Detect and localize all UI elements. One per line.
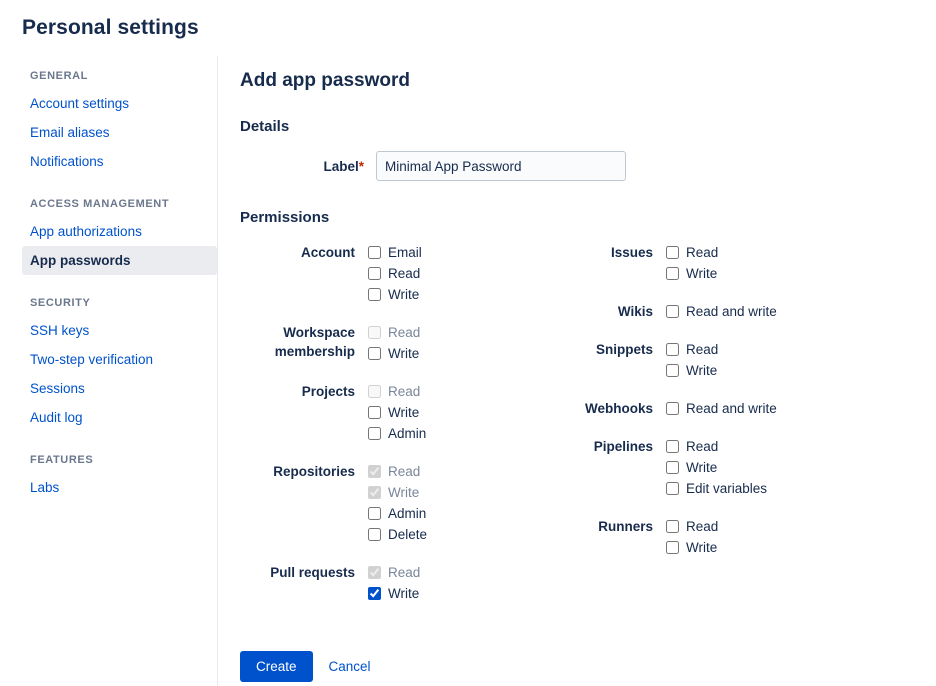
page-layout bbox=[0, 56, 936, 686]
checkbox-repositories-admin[interactable] bbox=[368, 507, 381, 520]
checkbox-account-write[interactable] bbox=[368, 288, 381, 301]
permission-option bbox=[368, 343, 526, 364]
checkbox-label-repositories-read: Read bbox=[388, 463, 421, 479]
permission-group-label: Pipelines bbox=[593, 439, 653, 454]
sidebar-item-sessions[interactable]: Sessions bbox=[30, 381, 85, 396]
permission-group bbox=[526, 398, 826, 419]
checkbox-snippets-write[interactable] bbox=[666, 364, 679, 377]
permission-option bbox=[368, 242, 526, 263]
permission-group-label: Projects bbox=[301, 384, 355, 399]
main-content bbox=[218, 56, 936, 682]
permissions-section-title: Permissions bbox=[240, 209, 330, 226]
permission-option bbox=[368, 381, 526, 402]
permission-option bbox=[666, 457, 826, 478]
permission-group-label: Webhooks bbox=[584, 401, 653, 416]
sidebar-section bbox=[22, 70, 217, 176]
checkbox-label-projects-admin[interactable]: Admin bbox=[388, 425, 427, 441]
required-marker: * bbox=[358, 158, 364, 174]
checkbox-label-workspace-membership-read: Read bbox=[388, 324, 421, 340]
checkbox-label-repositories-delete[interactable]: Delete bbox=[388, 526, 428, 542]
checkbox-issues-read[interactable] bbox=[666, 246, 679, 259]
permission-option bbox=[368, 562, 526, 583]
permission-group bbox=[240, 562, 526, 604]
checkbox-projects-read bbox=[368, 385, 381, 398]
checkbox-label-projects-read: Read bbox=[388, 383, 421, 399]
sidebar-item-email-aliases[interactable]: Email aliases bbox=[30, 125, 110, 140]
permission-options bbox=[666, 516, 826, 558]
sidebar-section-label: SECURITY bbox=[30, 297, 91, 309]
permission-group bbox=[240, 461, 526, 545]
permission-options bbox=[368, 242, 526, 305]
checkbox-label-issues-read[interactable]: Read bbox=[686, 244, 719, 260]
sidebar-item-notifications[interactable]: Notifications bbox=[30, 154, 104, 169]
sidebar-item-two-step-verification[interactable]: Two-step verification bbox=[30, 352, 154, 367]
sidebar-section-label: GENERAL bbox=[30, 70, 88, 82]
label-field-label-text: Label bbox=[323, 158, 359, 174]
checkbox-label-pull-requests-write[interactable]: Write bbox=[388, 585, 420, 601]
permission-group-label: Runners bbox=[598, 519, 653, 534]
permission-option bbox=[666, 242, 826, 263]
permission-options bbox=[666, 436, 826, 499]
checkbox-label-issues-write[interactable]: Write bbox=[686, 265, 718, 281]
main-heading: Add app password bbox=[240, 70, 410, 91]
checkbox-workspace-membership-read bbox=[368, 326, 381, 339]
details-section-title: Details bbox=[240, 118, 290, 135]
checkbox-label-snippets-write[interactable]: Write bbox=[686, 362, 718, 378]
checkbox-account-read[interactable] bbox=[368, 267, 381, 280]
sidebar-section-label: FEATURES bbox=[30, 454, 94, 466]
checkbox-label-account-write[interactable]: Write bbox=[388, 286, 420, 302]
permission-group-label: Pull requests bbox=[270, 565, 355, 580]
permission-group bbox=[526, 436, 826, 499]
permission-option bbox=[368, 524, 526, 545]
sidebar-item-app-passwords[interactable]: App passwords bbox=[22, 246, 217, 275]
permission-options bbox=[666, 339, 826, 381]
permission-options bbox=[666, 242, 826, 284]
permission-option bbox=[368, 583, 526, 604]
form-actions bbox=[240, 651, 936, 682]
sidebar-item-audit-log[interactable]: Audit log bbox=[30, 410, 83, 425]
permission-group bbox=[240, 242, 526, 305]
permission-group bbox=[526, 242, 826, 284]
permission-group-label: Account bbox=[301, 245, 355, 260]
permission-option bbox=[666, 436, 826, 457]
checkbox-pipelines-edit-variables[interactable] bbox=[666, 482, 679, 495]
permission-option bbox=[368, 503, 526, 524]
checkbox-label-projects-write[interactable]: Write bbox=[388, 404, 420, 420]
sidebar-item-labs[interactable]: Labs bbox=[30, 480, 60, 495]
permission-group-label: Workspace membership bbox=[274, 325, 355, 359]
sidebar-item-ssh-keys[interactable]: SSH keys bbox=[30, 323, 90, 338]
create-button[interactable]: Create bbox=[240, 651, 313, 682]
checkbox-wikis-read-and-write[interactable] bbox=[666, 305, 679, 318]
permission-group bbox=[526, 516, 826, 558]
label-input[interactable] bbox=[376, 151, 626, 181]
permission-group bbox=[240, 322, 526, 364]
permission-option bbox=[368, 263, 526, 284]
permission-option bbox=[666, 537, 826, 558]
permission-option bbox=[368, 284, 526, 305]
permission-option bbox=[666, 360, 826, 381]
checkbox-label-repositories-admin[interactable]: Admin bbox=[388, 505, 427, 521]
permission-option bbox=[666, 339, 826, 360]
label-field-label bbox=[240, 159, 376, 174]
permission-group bbox=[526, 339, 826, 381]
permission-options bbox=[666, 398, 826, 419]
permission-option bbox=[368, 322, 526, 343]
permission-options bbox=[666, 301, 826, 322]
checkbox-pipelines-read[interactable] bbox=[666, 440, 679, 453]
sidebar-section-label: ACCESS MANAGEMENT bbox=[30, 198, 170, 210]
checkbox-label-snippets-read[interactable]: Read bbox=[686, 341, 719, 357]
checkbox-runners-read[interactable] bbox=[666, 520, 679, 533]
checkbox-label-runners-read[interactable]: Read bbox=[686, 518, 719, 534]
checkbox-label-wikis-read-and-write[interactable]: Read and write bbox=[686, 303, 777, 319]
permission-option bbox=[666, 263, 826, 284]
cancel-link[interactable]: Cancel bbox=[328, 659, 371, 674]
permissions-left-column bbox=[240, 242, 526, 621]
permission-group bbox=[526, 301, 826, 322]
permissions-right-column bbox=[526, 242, 826, 621]
checkbox-label-pipelines-write[interactable]: Write bbox=[686, 459, 718, 475]
permission-group bbox=[240, 381, 526, 444]
checkbox-snippets-read[interactable] bbox=[666, 343, 679, 356]
checkbox-label-account-email[interactable]: Email bbox=[388, 244, 422, 260]
permission-options bbox=[368, 461, 526, 545]
checkbox-pipelines-write[interactable] bbox=[666, 461, 679, 474]
permission-group-label: Snippets bbox=[595, 342, 653, 357]
permission-group-label: Issues bbox=[610, 245, 653, 260]
checkbox-label-pipelines-edit-variables[interactable]: Edit variables bbox=[686, 480, 768, 496]
sidebar-section bbox=[22, 297, 217, 432]
permission-group-label: Wikis bbox=[617, 304, 653, 319]
permissions-columns bbox=[240, 242, 936, 621]
checkbox-repositories-delete[interactable] bbox=[368, 528, 381, 541]
permission-option bbox=[666, 398, 826, 419]
checkbox-repositories-read bbox=[368, 465, 381, 478]
label-field-row bbox=[240, 151, 936, 181]
checkbox-label-pipelines-read[interactable]: Read bbox=[686, 438, 719, 454]
permission-option bbox=[666, 301, 826, 322]
permission-option bbox=[666, 516, 826, 537]
checkbox-projects-write[interactable] bbox=[368, 406, 381, 419]
checkbox-label-repositories-write: Write bbox=[388, 484, 420, 500]
checkbox-repositories-write bbox=[368, 486, 381, 499]
permission-option bbox=[368, 402, 526, 423]
checkbox-pull-requests-read bbox=[368, 566, 381, 579]
permission-options bbox=[368, 322, 526, 364]
permission-option bbox=[368, 482, 526, 503]
sidebar-item-account-settings[interactable]: Account settings bbox=[30, 96, 130, 111]
permission-option bbox=[368, 423, 526, 444]
checkbox-label-webhooks-read-and-write[interactable]: Read and write bbox=[686, 400, 777, 416]
permission-options bbox=[368, 562, 526, 604]
permission-option bbox=[368, 461, 526, 482]
checkbox-runners-write[interactable] bbox=[666, 541, 679, 554]
checkbox-projects-admin[interactable] bbox=[368, 427, 381, 440]
page-title: Personal settings bbox=[22, 16, 199, 39]
permission-group-label: Repositories bbox=[273, 464, 355, 479]
sidebar-item-app-authorizations[interactable]: App authorizations bbox=[30, 224, 142, 239]
sidebar-section bbox=[22, 198, 217, 275]
checkbox-pull-requests-write[interactable] bbox=[368, 587, 381, 600]
checkbox-label-runners-write[interactable]: Write bbox=[686, 539, 718, 555]
permission-options bbox=[368, 381, 526, 444]
permission-option bbox=[666, 478, 826, 499]
checkbox-label-pull-requests-read: Read bbox=[388, 564, 421, 580]
checkbox-label-workspace-membership-write[interactable]: Write bbox=[388, 345, 420, 361]
checkbox-account-email[interactable] bbox=[368, 246, 381, 259]
checkbox-label-account-read[interactable]: Read bbox=[388, 265, 421, 281]
sidebar-section bbox=[22, 454, 217, 502]
checkbox-webhooks-read-and-write[interactable] bbox=[666, 402, 679, 415]
settings-sidebar bbox=[0, 56, 218, 686]
checkbox-workspace-membership-write[interactable] bbox=[368, 347, 381, 360]
checkbox-issues-write[interactable] bbox=[666, 267, 679, 280]
